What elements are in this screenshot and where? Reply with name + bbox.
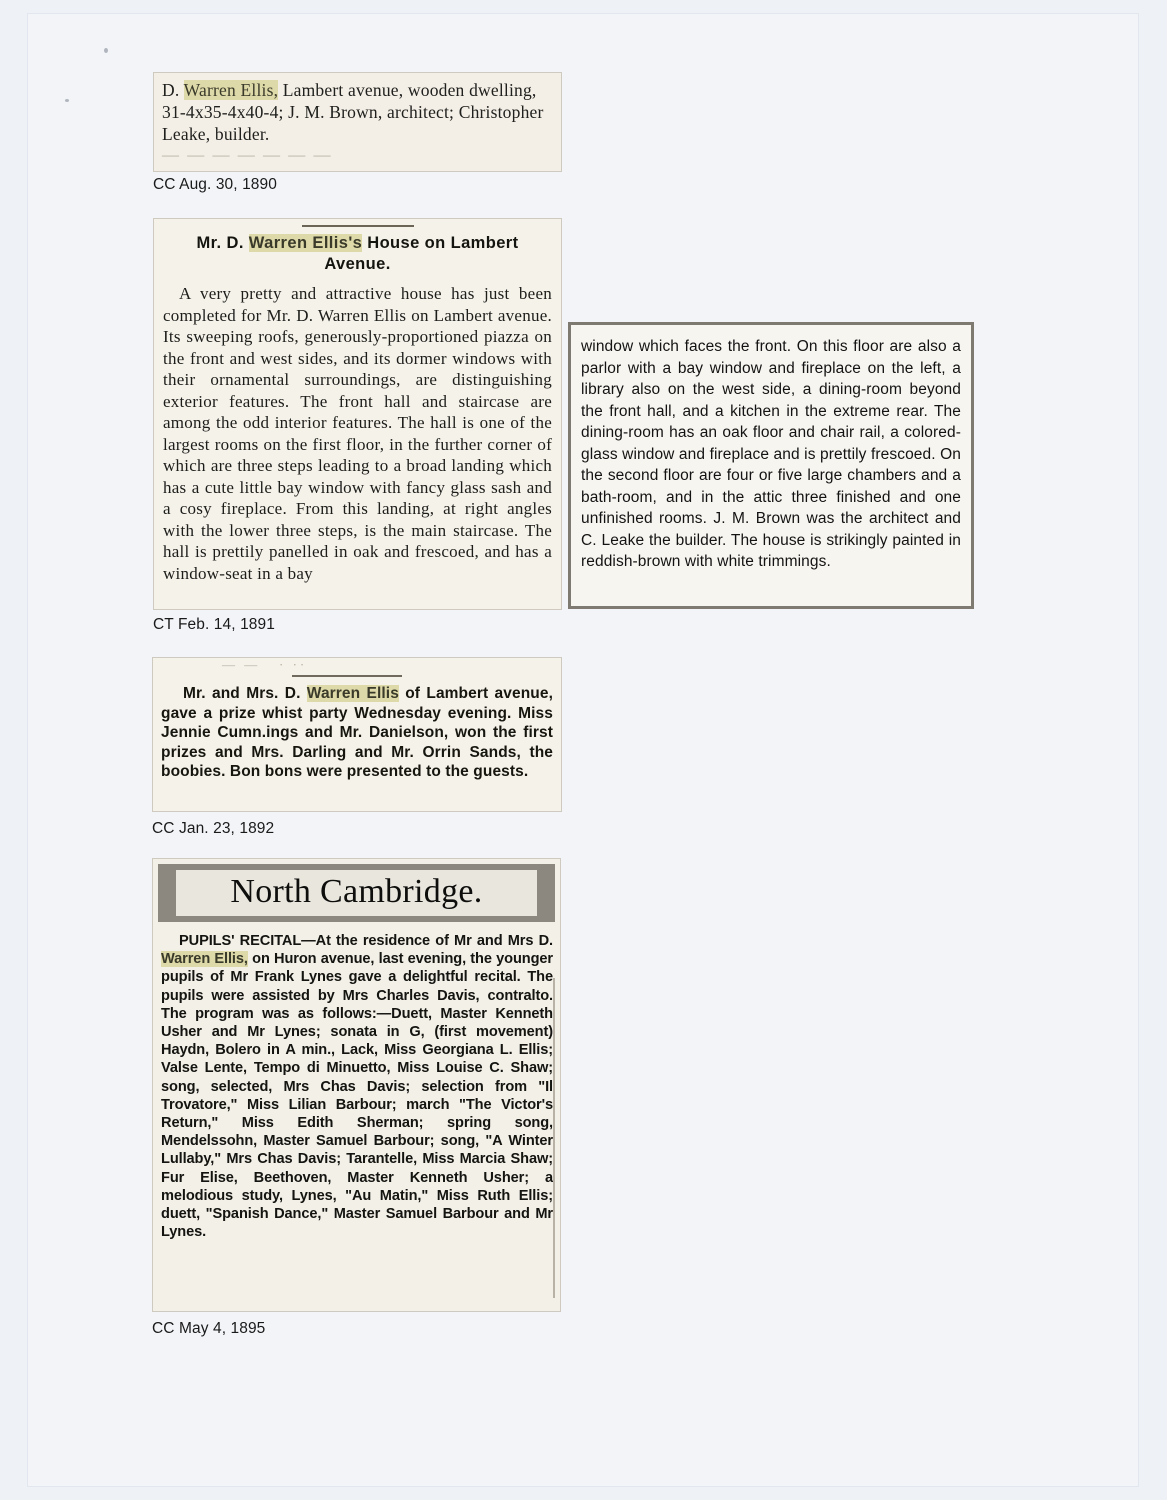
divider-rule bbox=[292, 675, 402, 677]
caption-clip-4: CC Jan. 23, 1892 bbox=[152, 820, 275, 837]
clipping-1891-left bbox=[153, 218, 562, 610]
highlight-warren-ellis: Warren Ellis bbox=[306, 685, 399, 702]
masthead-banner bbox=[158, 864, 555, 922]
clipping-1895-lead: PUPILS' RECITAL—At the residence of Mr and Mrs D. bbox=[179, 933, 553, 949]
clipping-1891-body bbox=[153, 275, 562, 584]
headline-post: House on Lambert Avenue. bbox=[324, 234, 519, 273]
clipping-1890-text bbox=[153, 72, 562, 145]
divider-rule bbox=[302, 225, 414, 227]
clipping-1891-continuation bbox=[568, 322, 974, 573]
clipping-1890-lead: D. bbox=[162, 80, 184, 100]
clipping-1891-right bbox=[568, 322, 974, 609]
clipping-1892-body-text: of Lambert avenue, gave a prize whist party Wednesday evening. Miss Jennie Cumn.ings and Mr. Danielson, won the first prizes and Mrs. Darling and Mr. Orrin Sands, the boobies. Bon bons were presented to the guests. bbox=[161, 685, 553, 780]
caption-clip-1: CC Aug. 30, 1890 bbox=[153, 176, 277, 193]
clipping-1890-partial-line: — — — — — — — bbox=[162, 145, 333, 164]
scan-speck bbox=[65, 99, 69, 102]
highlight-warren-ellis: Warren Ellis's bbox=[248, 234, 363, 252]
clipping-1892-lead: Mr. and Mrs. D. bbox=[183, 685, 307, 702]
caption-clip-5: CC May 4, 1895 bbox=[152, 1320, 266, 1337]
scan-speck bbox=[104, 48, 108, 53]
column-rule bbox=[553, 978, 555, 1298]
clipping-1892-body bbox=[152, 684, 562, 782]
highlight-warren-ellis: Warren Ellis, bbox=[183, 80, 279, 100]
clipping-1890 bbox=[153, 72, 562, 172]
clipping-1891-body-text: A very pretty and attractive house has just been completed for Mr. D. Warren Ellis on Lambert avenue. Its sweeping roofs, generously-proportioned piazza on the front and west sides, and its dormer windows with their ornamental surroundings, are distinguishing exterior features. The front hall and staircase are among the odd interior features. The hall is one of the largest rooms on the first floor, in the further corner of which are three steps leading to a broad landing which has a cute little bay window with fancy glass sash and a cosy fireplace. From this landing, at right angles with the lower three steps, is the main staircase. The hall is prettily panelled in oak and frescoed, and has a window-seat in a bay bbox=[163, 284, 552, 583]
highlight-warren-ellis: Warren Ellis, bbox=[161, 951, 248, 968]
caption-clip-2: CT Feb. 14, 1891 bbox=[153, 616, 275, 633]
clipping-1895 bbox=[152, 858, 561, 1312]
clipping-1892-partial-line: — — · ·· bbox=[222, 657, 308, 672]
clipping-1890-rest: Lambert avenue, wooden dwelling, 31-4x35-4x40-4; J. M. Brown, architect; Christopher Leake, builder. bbox=[162, 80, 544, 144]
masthead-title: North Cambridge. bbox=[176, 870, 537, 916]
clipping-1892 bbox=[152, 657, 562, 812]
clipping-1891-continuation-text: window which faces the front. On this floor are also a parlor with a bay window and fireplace on the left, a library also on the west side, a dining-room beyond the front hall, and a kitchen in the extreme rear. The dining-room has an oak floor and chair rail, a colored-glass window and fireplace and is prettily frescoed. On the second floor are four or five large chambers and a bath-room, and in the attic three finished and one unfinished rooms. J. M. Brown was the architect and C. Leake the builder. The house is strikingly painted in reddish-brown with white trimmings. bbox=[581, 338, 961, 570]
clipping-1891-headline bbox=[153, 233, 562, 275]
clipping-1895-body-text: on Huron avenue, last evening, the younger pupils of Mr Frank Lynes gave a delightful recital. The pupils were assisted by Mrs Charles Davis, contralto. The program was as follows:—Duett, Master Kenneth Usher and Mr Lynes; sonata in G, (first movement) Haydn, Bolero in A min., Lack, Miss Georgiana L. Ellis; Valse Lente, Tempo di Minuetto, Miss Louise C. Shaw; song, selected, Mrs Chas Davis; selection from "Il Trovatore," Miss Lilian Barbour; march "The Victor's Return," Miss Edith Sherman; spring song, Mendelssohn, Master Samuel Barbour; song, "A Winter Lullaby," Mrs Chas Davis; Tarantelle, Miss Marcia Shaw; Fur Elise, Beethoven, Master Kenneth Usher; a melodious study, Lynes, "Au Matin," Miss Ruth Ellis; duett, "Spanish Dance," Master Samuel Barbour and Mr Lynes. bbox=[161, 951, 553, 1241]
clipping-1895-body bbox=[152, 922, 561, 1241]
headline-pre: Mr. D. bbox=[196, 234, 249, 252]
